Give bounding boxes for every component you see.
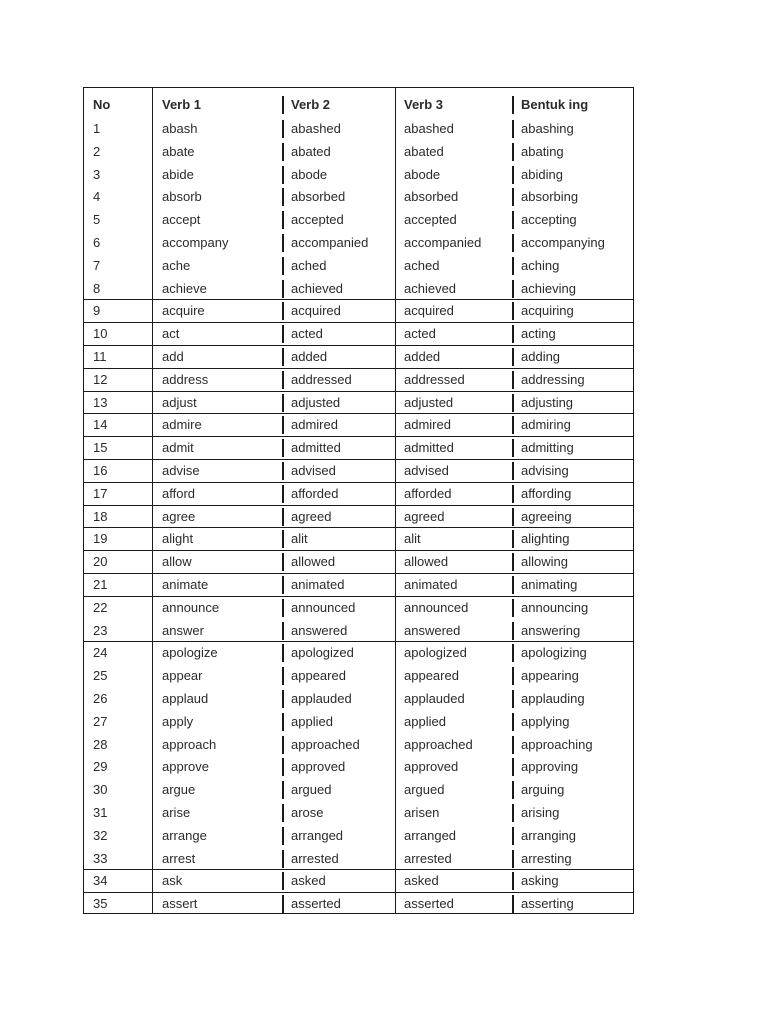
cell-verb-3: apologized [404,645,467,661]
header-verb-3: Verb 3 [404,97,444,112]
cell-no: 32 [93,827,108,843]
cell-bentuk-ing: accepting [521,212,577,228]
cell-no: 21 [93,577,108,592]
cell-verb-3: approved [404,759,459,775]
cell-verb-3: applied [404,713,446,729]
cell-bentuk-ing: arguing [521,782,565,798]
cell-no: 34 [93,873,108,889]
cell-no: 3 [93,166,101,182]
verb-table [83,87,634,914]
cell-verb-2: allowed [291,554,336,570]
cell-verb-2: argued [291,782,332,798]
cell-bentuk-ing: achieving [521,280,576,296]
cell-verb-2: agreed [291,508,332,524]
cell-no: 15 [93,440,108,456]
cell-verb-1: admit [162,440,194,456]
table-row [84,870,633,892]
cell-verb-3: afforded [404,485,452,501]
cell-no: 20 [93,554,108,570]
cell-verb-2: applied [291,713,333,729]
cell-bentuk-ing: approving [521,759,579,775]
cell-verb-3: acquired [404,303,454,319]
cell-verb-3: announced [404,599,469,615]
cell-verb-3: arisen [404,805,440,820]
table-row [84,893,633,915]
cell-verb-1: allow [162,554,192,570]
cell-bentuk-ing: alighting [521,531,570,547]
table-row [84,414,633,436]
cell-no: 12 [93,371,108,387]
cell-verb-1: approach [162,736,217,752]
cell-verb-2: acted [291,326,323,342]
cell-bentuk-ing: abiding [521,166,563,182]
cell-bentuk-ing: advising [521,463,569,478]
header-verb-1: Verb 1 [162,97,202,112]
cell-verb-3: added [404,349,441,364]
table-row [84,164,633,186]
table-row [84,665,633,687]
cell-no: 33 [93,850,108,866]
cell-verb-2: achieved [291,280,344,296]
cell-verb-3: abashed [404,121,454,136]
cell-no: 35 [93,896,108,912]
cell-verb-1: apologize [162,645,218,661]
cell-verb-1: approve [162,759,209,775]
cell-verb-1: alight [162,531,194,547]
cell-verb-1: arrest [162,850,196,866]
cell-no: 23 [93,622,108,638]
cell-verb-2: absorbed [291,189,346,205]
cell-verb-1: add [162,349,184,364]
cell-no: 28 [93,736,108,752]
cell-verb-1: afford [162,485,196,501]
cell-no: 27 [93,713,108,729]
cell-verb-3: answered [404,622,461,638]
cell-verb-2: ached [291,257,327,273]
cell-verb-3: abode [404,166,441,182]
cell-verb-2: approached [291,736,360,752]
cell-verb-3: argued [404,782,445,798]
cell-verb-2: added [291,349,328,364]
cell-verb-2: appeared [291,668,346,684]
table-row [84,597,633,619]
cell-no: 5 [93,212,101,228]
cell-verb-3: asserted [404,896,454,912]
cell-bentuk-ing: affording [521,485,572,501]
cell-bentuk-ing: animating [521,577,578,592]
cell-verb-3: agreed [404,508,445,524]
cell-verb-2: admitted [291,440,341,456]
cell-verb-1: achieve [162,280,207,296]
table-row [84,734,633,756]
cell-verb-3: applauded [404,691,465,706]
cell-verb-1: abide [162,166,194,182]
cell-no: 25 [93,668,108,684]
cell-no: 7 [93,257,101,273]
cell-bentuk-ing: appearing [521,668,579,684]
table-row [84,802,633,824]
cell-verb-2: arranged [291,827,344,843]
cell-no: 1 [93,121,101,136]
cell-verb-3: achieved [404,280,457,296]
table-row [84,642,633,664]
cell-bentuk-ing: acting [521,326,556,342]
cell-verb-3: arranged [404,827,457,843]
cell-verb-1: adjust [162,394,197,410]
cell-verb-1: agree [162,508,196,524]
cell-verb-1: animate [162,577,209,592]
cell-verb-3: ached [404,257,440,273]
header-bentuk-ing: Bentuk ing [521,97,589,112]
table-row [84,848,633,870]
cell-verb-1: applaud [162,691,209,706]
cell-verb-1: abate [162,143,195,159]
table-row [84,688,633,710]
cell-verb-3: admitted [404,440,454,456]
cell-verb-1: arrange [162,827,207,843]
cell-no: 10 [93,326,108,342]
cell-verb-1: announce [162,599,220,615]
cell-verb-3: accepted [404,212,457,228]
cell-verb-1: appear [162,668,203,684]
table-row [84,232,633,254]
cell-verb-3: allowed [404,554,449,570]
cell-no: 24 [93,645,108,661]
cell-verb-2: accompanied [291,235,369,250]
table-row [84,141,633,163]
cell-verb-1: address [162,371,209,387]
table-row [84,506,633,528]
cell-verb-3: abated [404,143,444,159]
table-row [84,346,633,368]
cell-bentuk-ing: arising [521,805,560,820]
table-row [84,551,633,573]
cell-verb-1: accept [162,212,201,228]
cell-verb-3: adjusted [404,394,454,410]
cell-bentuk-ing: admitting [521,440,574,456]
cell-no: 4 [93,189,101,205]
cell-verb-1: absorb [162,189,202,205]
cell-no: 30 [93,782,108,798]
cell-no: 31 [93,805,108,820]
cell-bentuk-ing: apologizing [521,645,587,661]
table-header-row [84,94,633,116]
table-row [84,392,633,414]
header-verb-2: Verb 2 [291,97,331,112]
cell-bentuk-ing: absorbing [521,189,579,205]
table-row [84,255,633,277]
cell-no: 16 [93,463,108,478]
cell-bentuk-ing: aching [521,257,560,273]
cell-verb-1: assert [162,896,198,912]
table-row [84,711,633,733]
cell-no: 9 [93,303,101,319]
table-row [84,460,633,482]
cell-bentuk-ing: addressing [521,371,585,387]
cell-bentuk-ing: abating [521,143,564,159]
table-row [84,483,633,505]
cell-bentuk-ing: applauding [521,691,585,706]
cell-bentuk-ing: arranging [521,827,576,843]
cell-verb-1: ache [162,257,191,273]
cell-no: 6 [93,235,101,250]
table-row [84,620,633,642]
cell-verb-2: abashed [291,121,341,136]
cell-verb-1: apply [162,713,194,729]
cell-verb-1: acquire [162,303,205,319]
cell-no: 19 [93,531,108,547]
table-row [84,825,633,847]
cell-verb-2: abode [291,166,328,182]
table-row [84,437,633,459]
cell-bentuk-ing: acquiring [521,303,574,319]
cell-bentuk-ing: asserting [521,896,574,912]
cell-bentuk-ing: adding [521,349,561,364]
cell-bentuk-ing: answering [521,622,581,638]
cell-verb-3: appeared [404,668,459,684]
cell-verb-1: act [162,326,180,342]
cell-no: 11 [93,349,107,364]
cell-bentuk-ing: accompanying [521,235,605,250]
cell-verb-3: alit [404,531,421,547]
cell-verb-2: accepted [291,212,344,228]
cell-bentuk-ing: admiring [521,417,571,433]
cell-no: 17 [93,485,108,501]
table-row [84,278,633,300]
cell-verb-2: asked [291,873,326,889]
cell-no: 18 [93,508,108,524]
cell-bentuk-ing: arresting [521,850,572,866]
cell-verb-2: abated [291,143,331,159]
cell-verb-3: animated [404,577,458,592]
cell-verb-3: addressed [404,371,465,387]
cell-verb-2: apologized [291,645,354,661]
cell-verb-2: advised [291,463,336,478]
cell-verb-2: applauded [291,691,352,706]
table-row [84,528,633,550]
cell-no: 29 [93,759,108,775]
cell-verb-1: arise [162,805,191,820]
cell-verb-1: abash [162,121,198,136]
cell-verb-2: animated [291,577,345,592]
cell-bentuk-ing: agreeing [521,508,572,524]
cell-verb-2: adjusted [291,394,341,410]
cell-verb-3: absorbed [404,189,459,205]
cell-verb-2: answered [291,622,348,638]
cell-no: 26 [93,691,108,706]
cell-verb-1: admire [162,417,202,433]
cell-verb-3: admired [404,417,451,433]
cell-no: 8 [93,280,101,296]
cell-bentuk-ing: announcing [521,599,589,615]
cell-verb-2: acquired [291,303,341,319]
cell-bentuk-ing: asking [521,873,559,889]
table-row [84,779,633,801]
table-row [84,369,633,391]
cell-bentuk-ing: adjusting [521,394,574,410]
cell-verb-3: approached [404,736,473,752]
cell-verb-2: afforded [291,485,339,501]
cell-verb-1: ask [162,873,183,889]
cell-bentuk-ing: abashing [521,121,574,136]
cell-verb-2: asserted [291,896,341,912]
cell-verb-2: addressed [291,371,352,387]
header-no: No [93,97,111,112]
cell-verb-2: arrested [291,850,339,866]
cell-verb-3: acted [404,326,436,342]
cell-verb-1: argue [162,782,196,798]
cell-verb-1: answer [162,622,204,638]
cell-verb-2: admired [291,417,338,433]
cell-verb-1: advise [162,463,200,478]
cell-verb-3: asked [404,873,439,889]
cell-verb-1: accompany [162,235,229,250]
cell-no: 2 [93,143,101,159]
cell-no: 22 [93,599,108,615]
cell-no: 14 [93,417,108,433]
cell-verb-3: arrested [404,850,452,866]
table-row [84,323,633,345]
table-row [84,756,633,778]
cell-no: 13 [93,394,108,410]
table-row [84,118,633,140]
cell-verb-2: announced [291,599,356,615]
cell-verb-3: accompanied [404,235,482,250]
cell-verb-3: advised [404,463,449,478]
cell-verb-2: arose [291,805,324,820]
cell-bentuk-ing: applying [521,713,570,729]
table-row [84,186,633,208]
table-row [84,209,633,231]
table-row [84,300,633,322]
cell-verb-2: alit [291,531,308,547]
cell-verb-2: approved [291,759,346,775]
cell-bentuk-ing: allowing [521,554,568,570]
cell-bentuk-ing: approaching [521,736,593,752]
table-row [84,574,633,596]
